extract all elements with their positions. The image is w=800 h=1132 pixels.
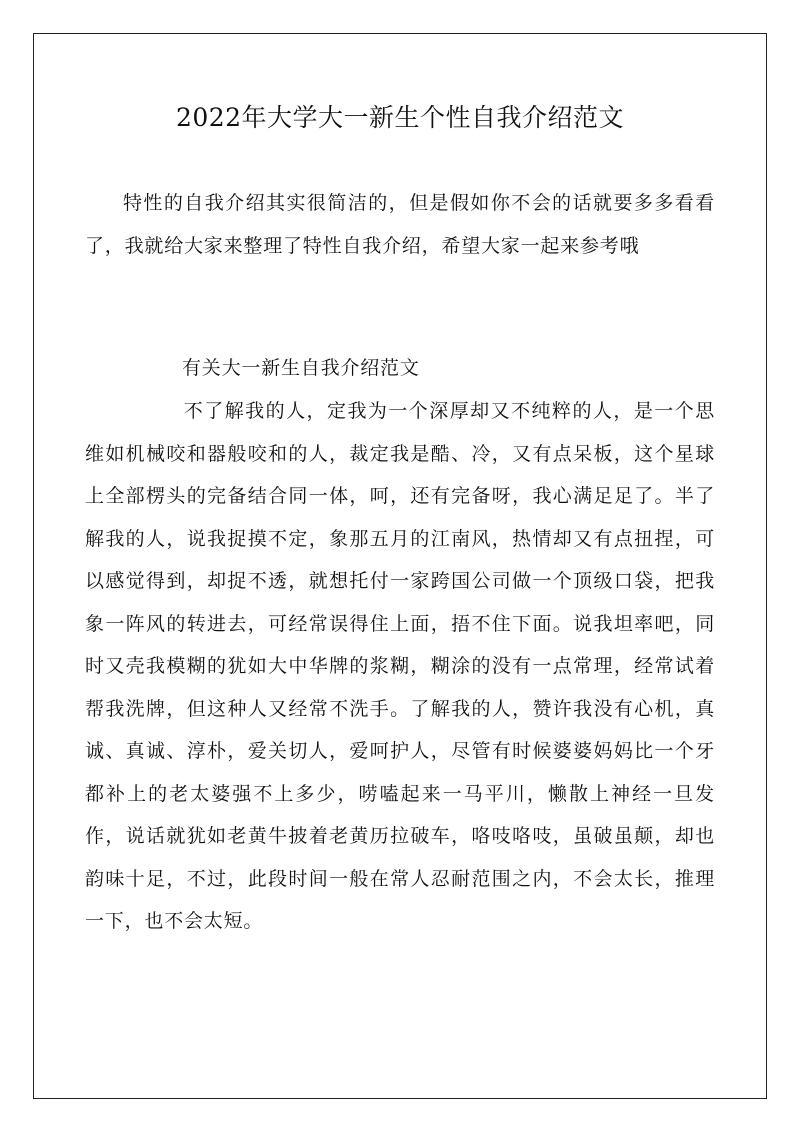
intro-paragraph: 特性的自我介绍其实很简洁的，但是假如你不会的话就要多多看看了，我就给大家来整理了特性自我介绍，希望大家一起来参考哦 <box>85 192 715 257</box>
section-heading: 有关大一新生自我介绍范文 <box>182 357 420 379</box>
document-title: 2022年大学大一新生个性自我介绍范文 <box>175 103 625 132</box>
section-body-paragraph: 不了解我的人，定我为一个深厚却又不纯粹的人，是一个思维如机械咬和器般咬和的人，裁定我是酷、冷，又有点呆板，这个星球上全部楞头的完备结合同一体，呵，还有完备呀，我心满足足了。半了解我的人，说我捉摸不定，象那五月的江南风，热情却又有点扭捏，可以感觉得到，却捉不透，就想托付一家跨国公司做一个顶级口袋，把我象一阵风的转进去，可经常误得住上面，捂不住下面。说我坦率吧，同时又壳我模糊的犹如大中华牌的浆糊，糊涂的没有一点常理，经常试着帮我洗牌，但这种人又经常不洗手。了解我的人，赞许我没有心机，真诚、真诚、淳朴，爱关切人，爱呵护人，尽管有时候婆婆妈妈比一个牙都补上的老太婆强不上多少，唠嗑起来一马平川，懒散上神经一旦发作，说话就犹如老黄牛披着老黄历拉破车，咯吱咯吱，虽破虽颠，却也韵味十足，不过，此段时间一般在常人忍耐范围之内，不会太长，推理一下，也不会太短。 <box>85 400 715 932</box>
